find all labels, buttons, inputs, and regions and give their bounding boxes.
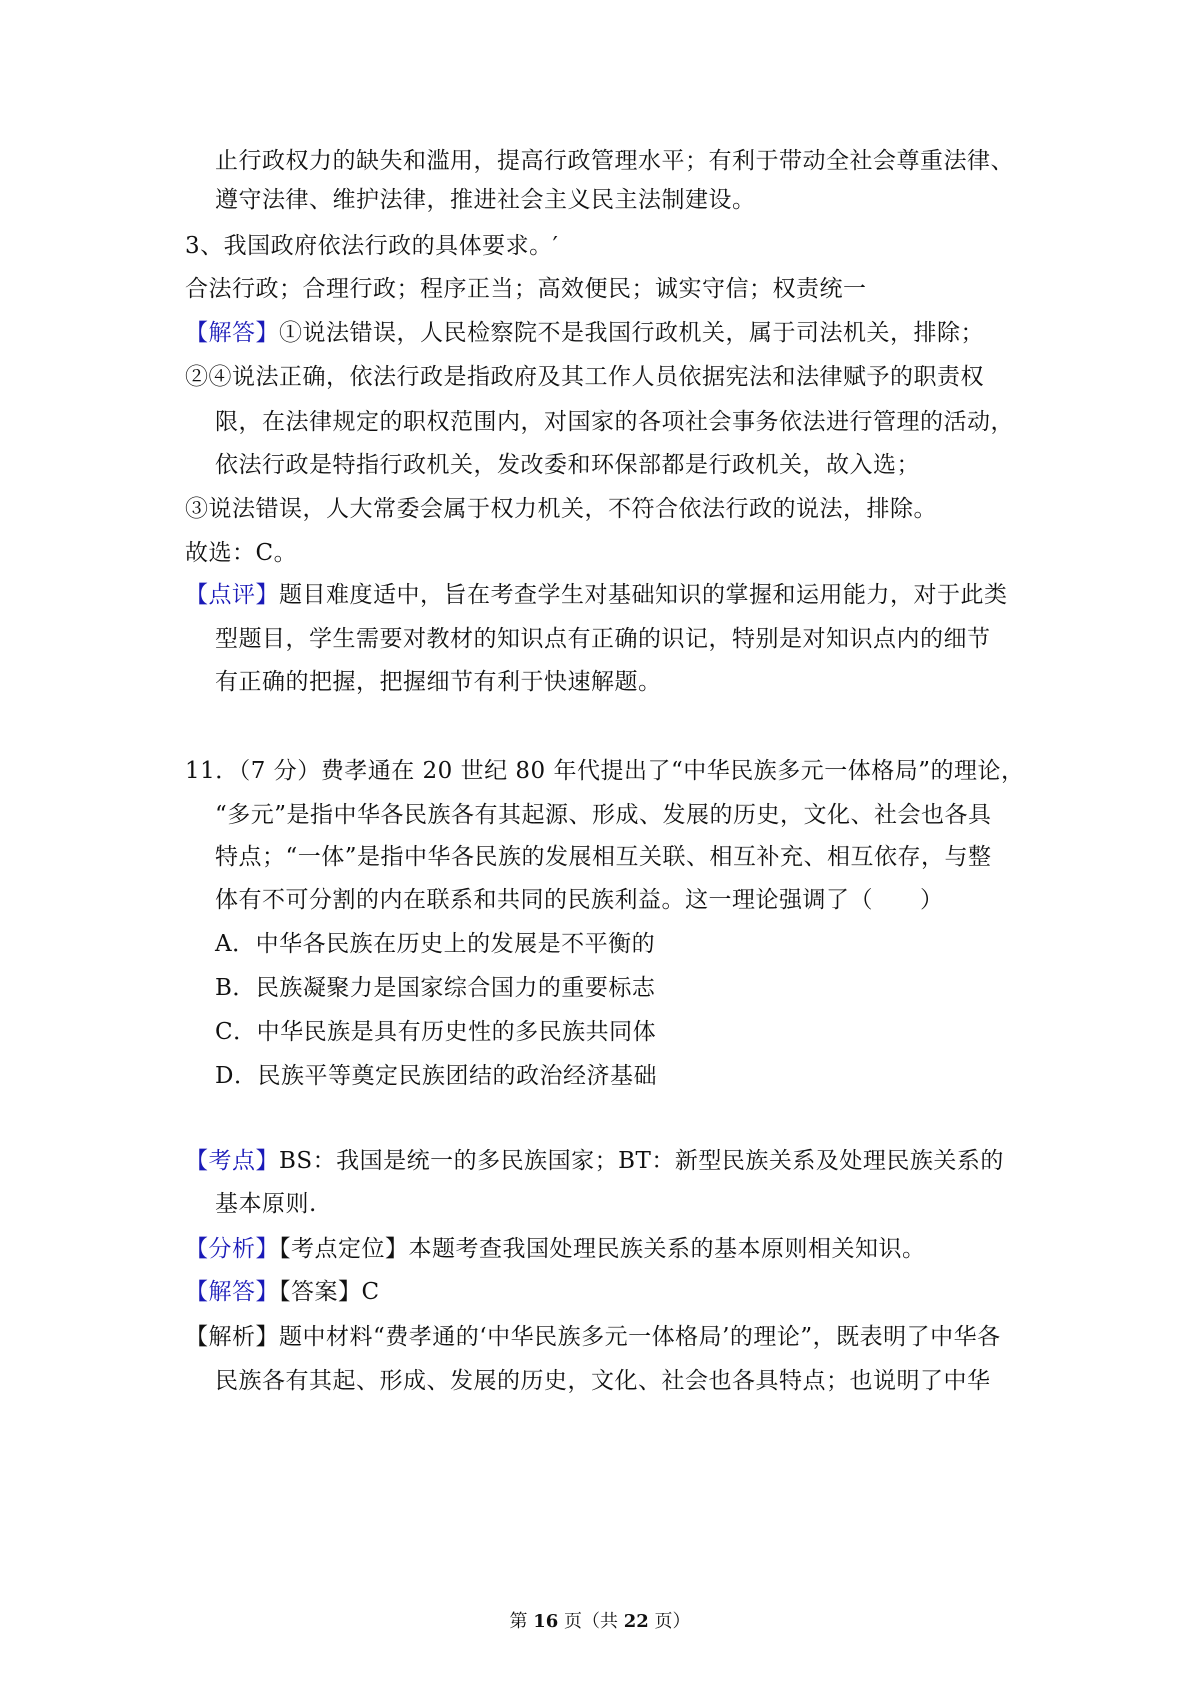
jiexi-tag: 【解析】 bbox=[185, 1324, 279, 1350]
comment-text: 题目难度适中，旨在考查学生对基础知识的掌握和运用能力，对于此类 bbox=[279, 582, 1008, 608]
answer-line bbox=[185, 318, 984, 348]
option-a: A．中华各民族在历史上的发展是不平衡的 bbox=[215, 931, 656, 957]
question-stem-line: “多元”是指中华各民族各有其起源、形成、发展的历史，文化、社会也各具 bbox=[215, 802, 992, 828]
footer-page-number: 16 bbox=[533, 1611, 559, 1632]
footer-total-pages: 22 bbox=[623, 1611, 649, 1632]
text-line: 有正确的把握，把握细节有利于快速解题。 bbox=[215, 669, 662, 695]
fenxi-tag: 【分析】 bbox=[185, 1236, 279, 1262]
jiexi-line bbox=[185, 1322, 1001, 1352]
question-stem-line: 特点；“一体”是指中华各民族的发展相互关联、相互补充、相互依存，与整 bbox=[215, 844, 992, 870]
text-line: 故选：C。 bbox=[185, 540, 298, 566]
question-stem-line: 11．（7 分）费孝通在 20 世纪 80 年代提出了“中华民族多元一体格局”的理论， bbox=[185, 758, 1025, 784]
jieda-text: 【答案】C bbox=[279, 1279, 380, 1305]
footer-suffix: 页） bbox=[654, 1611, 691, 1632]
question-stem-line: 体有不可分割的内在联系和共同的民族利益。这一理论强调了（ ） bbox=[215, 887, 944, 913]
text-line: 合法行政；合理行政；程序正当；高效便民；诚实守信；权责统一 bbox=[185, 276, 867, 302]
footer-mid: 页（共 bbox=[564, 1611, 618, 1632]
kaodian-tag: 【考点】 bbox=[185, 1148, 279, 1174]
answer-tag: 【解答】 bbox=[185, 320, 279, 346]
text-line: 型题目，学生需要对教材的知识点有正确的识记，特别是对知识点内的细节 bbox=[215, 626, 991, 652]
fenxi-line bbox=[185, 1234, 926, 1264]
fenxi-text: 【考点定位】本题考查我国处理民族关系的基本原则相关知识。 bbox=[279, 1236, 926, 1262]
text-line: 遵守法律、维护法律，推进社会主义民主法制建设。 bbox=[215, 187, 756, 213]
footer-prefix: 第 bbox=[509, 1611, 528, 1632]
kaodian-text: BS：我国是统一的多民族国家；BT：新型民族关系及处理民族关系的 bbox=[279, 1148, 1004, 1174]
text-line: 止行政权力的缺失和滥用，提高行政管理水平；有利于带动全社会尊重法律、 bbox=[215, 148, 1014, 174]
option-c: C．中华民族是具有历史性的多民族共同体 bbox=[215, 1019, 657, 1045]
text-line: 限，在法律规定的职权范围内，对国家的各项社会事务依法进行管理的活动， bbox=[215, 409, 1014, 435]
option-b: B．民族凝聚力是国家综合国力的重要标志 bbox=[215, 975, 656, 1001]
jieda-line bbox=[185, 1277, 380, 1307]
comment-tag: 【点评】 bbox=[185, 582, 279, 608]
answer-text: ①说法错误，人民检察院不是我国行政机关，属于司法机关，排除； bbox=[279, 320, 984, 346]
text-line: ③说法错误，人大常委会属于权力机关，不符合依法行政的说法，排除。 bbox=[185, 496, 937, 522]
text-line: ②④说法正确，依法行政是指政府及其工作人员依据宪法和法律赋予的职责权 bbox=[185, 364, 984, 390]
option-d: D．民族平等奠定民族团结的政治经济基础 bbox=[215, 1063, 657, 1089]
jieda-tag: 【解答】 bbox=[185, 1279, 279, 1305]
comment-line bbox=[185, 580, 1008, 610]
kaodian-line bbox=[185, 1146, 1004, 1176]
text-line: 依法行政是特指行政机关，发改委和环保部都是行政机关，故入选； bbox=[215, 452, 920, 478]
page-footer bbox=[0, 1610, 1200, 1634]
jiexi-text: 题中材料“费孝通的‘中华民族多元一体格局’的理论”，既表明了中华各 bbox=[279, 1324, 1001, 1350]
text-line: 基本原则. bbox=[215, 1191, 317, 1217]
text-line: 3、我国政府依法行政的具体要求。′ bbox=[185, 233, 559, 259]
text-line: 民族各有其起、形成、发展的历史，文化、社会也各具特点；也说明了中华 bbox=[215, 1368, 991, 1394]
